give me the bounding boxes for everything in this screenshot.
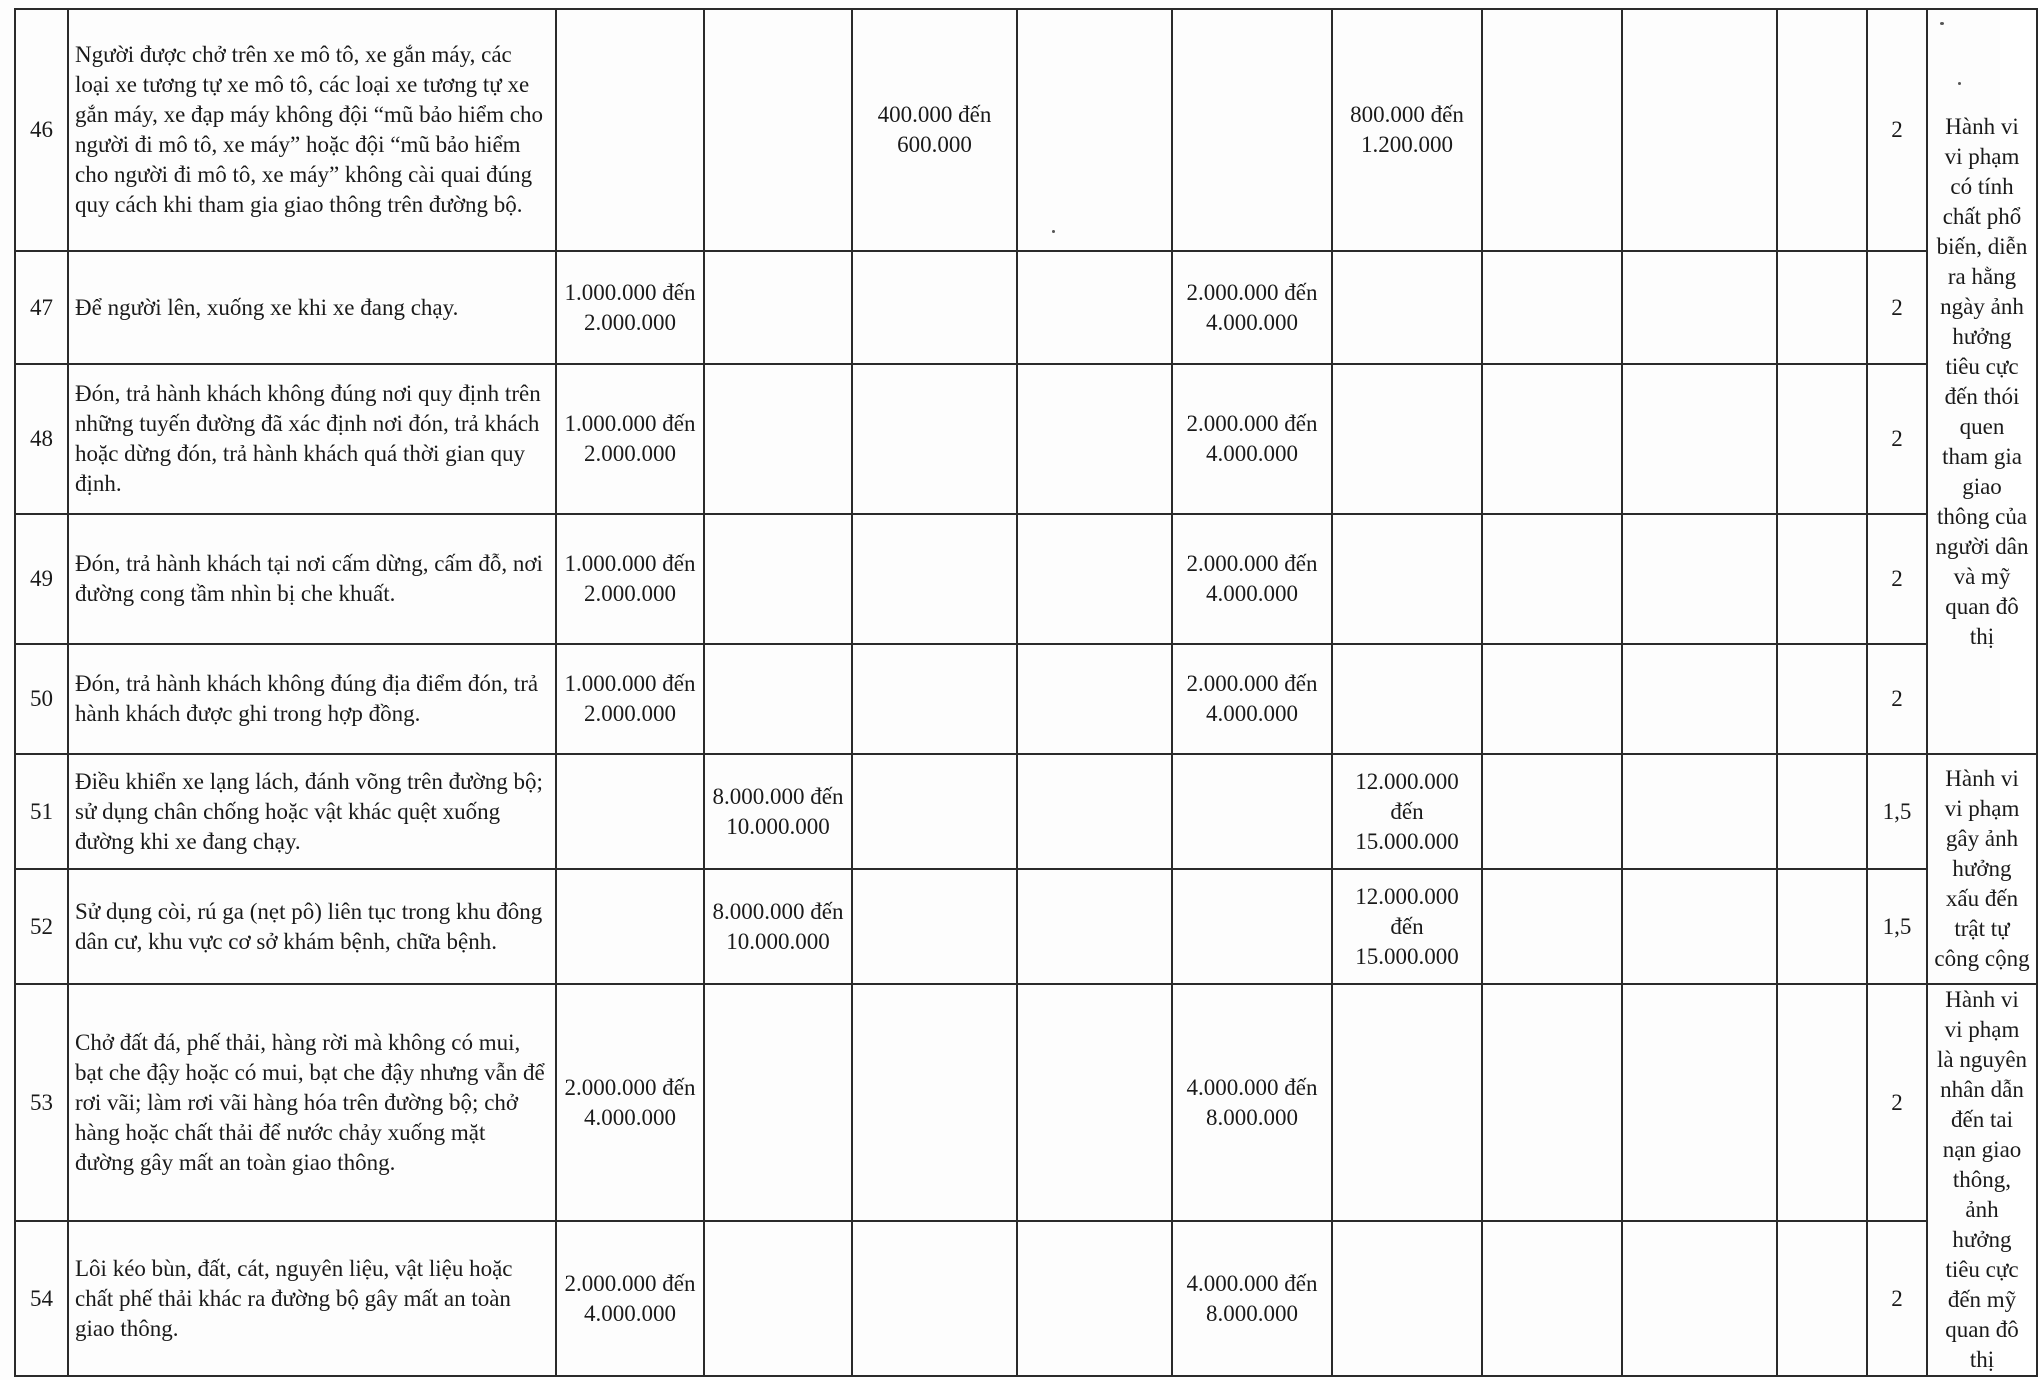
fine-amount-cell: 1.000.000 đến 2.000.000 — [556, 514, 704, 644]
fine-amount-cell — [556, 869, 704, 984]
scan-speck — [1958, 82, 1961, 85]
row-number: 49 — [15, 514, 68, 644]
violation-description: Để người lên, xuống xe khi xe đang chạy. — [68, 251, 556, 364]
fine-amount-cell — [1017, 984, 1172, 1221]
fine-amount-cell: 4.000.000 đến 8.000.000 — [1172, 984, 1332, 1221]
note-group-c: Hành vi vi phạm là nguyên nhân dẫn đến tai nạn giao thông, ảnh hưởng tiêu cực đến mỹ quan đô thị — [1927, 984, 2037, 1376]
fine-amount-cell — [1017, 644, 1172, 754]
table-row — [15, 754, 2037, 869]
fine-amount-cell — [852, 251, 1017, 364]
fine-amount-cell — [704, 251, 852, 364]
coefficient-cell: 2 — [1867, 9, 1927, 251]
fine-amount-cell — [852, 984, 1017, 1221]
coefficient-cell: 2 — [1867, 364, 1927, 514]
fine-amount-cell — [1017, 364, 1172, 514]
table-row — [15, 251, 2037, 364]
violation-description: Điều khiển xe lạng lách, đánh võng trên đường bộ; sử dụng chân chống hoặc vật khác quệt xuống đường khi xe đang chạy. — [68, 754, 556, 869]
fine-amount-cell — [852, 644, 1017, 754]
coefficient-cell: 2 — [1867, 251, 1927, 364]
fine-amount-cell — [1777, 869, 1867, 984]
row-number: 54 — [15, 1221, 68, 1376]
fine-amount-cell — [1622, 364, 1777, 514]
fine-amount-cell — [1622, 869, 1777, 984]
fine-amount-cell: 2.000.000 đến 4.000.000 — [1172, 251, 1332, 364]
fine-amount-cell — [1332, 364, 1482, 514]
violation-description: Lôi kéo bùn, đất, cát, nguyên liệu, vật liệu hoặc chất phế thải khác ra đường bộ gây mất an toàn giao thông. — [68, 1221, 556, 1376]
fine-amount-cell: 8.000.000 đến 10.000.000 — [704, 754, 852, 869]
table-row — [15, 1221, 2037, 1376]
fine-amount-cell: 400.000 đến 600.000 — [852, 9, 1017, 251]
table-row — [15, 984, 2037, 1221]
fine-amount-cell — [852, 869, 1017, 984]
fine-amount-cell: 1.000.000 đến 2.000.000 — [556, 364, 704, 514]
fine-amount-cell — [1332, 514, 1482, 644]
fine-amount-cell — [1622, 984, 1777, 1221]
fine-amount-cell — [704, 9, 852, 251]
fine-amount-cell: 2.000.000 đến 4.000.000 — [1172, 644, 1332, 754]
fine-amount-cell — [1332, 984, 1482, 1221]
fine-amount-cell — [1622, 9, 1777, 251]
fine-amount-cell — [1622, 754, 1777, 869]
fine-amount-cell: 1.000.000 đến 2.000.000 — [556, 644, 704, 754]
fine-amount-cell — [1777, 984, 1867, 1221]
scan-speck — [1940, 22, 1944, 25]
fine-amount-cell — [1172, 754, 1332, 869]
fine-amount-cell — [852, 514, 1017, 644]
coefficient-cell: 2 — [1867, 1221, 1927, 1376]
fine-amount-cell — [1482, 754, 1622, 869]
fine-amount-cell — [704, 984, 852, 1221]
fine-amount-cell: 800.000 đến 1.200.000 — [1332, 9, 1482, 251]
fine-amount-cell — [1017, 514, 1172, 644]
fine-amount-cell — [1777, 9, 1867, 251]
scan-speck — [1052, 230, 1055, 233]
fine-amount-cell — [1777, 251, 1867, 364]
fine-table — [14, 8, 2038, 1377]
fine-amount-cell — [1332, 1221, 1482, 1376]
fine-amount-cell — [1017, 754, 1172, 869]
coefficient-cell: 2 — [1867, 644, 1927, 754]
fine-amount-cell: 2.000.000 đến 4.000.000 — [1172, 514, 1332, 644]
fine-amount-cell — [1017, 9, 1172, 251]
fine-amount-cell — [1482, 9, 1622, 251]
fine-amount-cell — [1332, 251, 1482, 364]
violation-description: Đón, trả hành khách tại nơi cấm dừng, cấm đỗ, nơi đường cong tầm nhìn bị che khuất. — [68, 514, 556, 644]
fine-amount-cell: 2.000.000 đến 4.000.000 — [556, 984, 704, 1221]
fine-amount-cell: 1.000.000 đến 2.000.000 — [556, 251, 704, 364]
row-number: 50 — [15, 644, 68, 754]
fine-amount-cell — [852, 1221, 1017, 1376]
fine-amount-cell — [1622, 514, 1777, 644]
fine-amount-cell — [1482, 364, 1622, 514]
fine-amount-cell — [1622, 1221, 1777, 1376]
coefficient-cell: 1,5 — [1867, 869, 1927, 984]
table-body — [15, 9, 2037, 1376]
fine-amount-cell — [1777, 514, 1867, 644]
fine-amount-cell — [1777, 1221, 1867, 1376]
violation-description: Người được chở trên xe mô tô, xe gắn máy, các loại xe tương tự xe mô tô, các loại xe tương tự xe gắn máy, xe đạp máy không đội “mũ bảo hiểm cho người đi mô tô, xe máy” hoặc đội “mũ bảo hiểm cho người đi mô tô, xe máy” không cài quai đúng quy cách khi tham gia giao thông trên đường bộ. — [68, 9, 556, 251]
row-number: 48 — [15, 364, 68, 514]
table-row — [15, 644, 2037, 754]
violation-description: Đón, trả hành khách không đúng nơi quy định trên những tuyến đường đã xác định nơi đón, trả khách hoặc dừng đón, trả hành khách quá thời gian quy định. — [68, 364, 556, 514]
fine-amount-cell — [1172, 869, 1332, 984]
fine-amount-cell — [1622, 251, 1777, 364]
row-number: 46 — [15, 9, 68, 251]
fine-amount-cell — [1777, 754, 1867, 869]
fine-amount-cell — [704, 1221, 852, 1376]
table-row — [15, 364, 2037, 514]
fine-amount-cell — [1332, 644, 1482, 754]
fine-amount-cell — [1622, 644, 1777, 754]
fine-amount-cell: 8.000.000 đến 10.000.000 — [704, 869, 852, 984]
fine-amount-cell: 12.000.000 đến 15.000.000 — [1332, 869, 1482, 984]
fine-amount-cell — [1482, 251, 1622, 364]
fine-amount-cell — [704, 644, 852, 754]
table-row — [15, 514, 2037, 644]
fine-amount-cell: 2.000.000 đến 4.000.000 — [1172, 364, 1332, 514]
note-group-a: Hành vi vi phạm có tính chất phổ biến, diễn ra hằng ngày ảnh hưởng tiêu cực đến thói quen tham gia giao thông của người dân và mỹ quan đô thị — [1927, 9, 2037, 754]
fine-amount-cell — [1172, 9, 1332, 251]
fine-amount-cell: 4.000.000 đến 8.000.000 — [1172, 1221, 1332, 1376]
coefficient-cell: 2 — [1867, 514, 1927, 644]
coefficient-cell: 1,5 — [1867, 754, 1927, 869]
fine-amount-cell: 2.000.000 đến 4.000.000 — [556, 1221, 704, 1376]
violation-description: Sử dụng còi, rú ga (nẹt pô) liên tục trong khu đông dân cư, khu vực cơ sở khám bệnh, chữa bệnh. — [68, 869, 556, 984]
fine-amount-cell — [1482, 1221, 1622, 1376]
fine-amount-cell — [556, 9, 704, 251]
fine-amount-cell — [1017, 1221, 1172, 1376]
fine-amount-cell — [1017, 869, 1172, 984]
fine-amount-cell — [1482, 644, 1622, 754]
fine-amount-cell — [556, 754, 704, 869]
fine-amount-cell — [704, 514, 852, 644]
fine-amount-cell — [1777, 364, 1867, 514]
fine-amount-cell — [852, 754, 1017, 869]
fine-amount-cell: 12.000.000 đến 15.000.000 — [1332, 754, 1482, 869]
fine-amount-cell — [1017, 251, 1172, 364]
row-number: 47 — [15, 251, 68, 364]
violation-description: Đón, trả hành khách không đúng địa điểm đón, trả hành khách được ghi trong hợp đồng. — [68, 644, 556, 754]
fine-amount-cell — [1482, 984, 1622, 1221]
fine-amount-cell — [1482, 869, 1622, 984]
row-number: 53 — [15, 984, 68, 1221]
row-number: 51 — [15, 754, 68, 869]
table-row — [15, 9, 2037, 251]
fine-amount-cell — [1482, 514, 1622, 644]
violation-description: Chở đất đá, phế thải, hàng rời mà không có mui, bạt che đậy hoặc có mui, bạt che đậy nhưng vẫn để rơi vãi; làm rơi vãi hàng hóa trên đường bộ; chở hàng hoặc chất thải để nước chảy xuống mặt đường gây mất an toàn giao thông. — [68, 984, 556, 1221]
fine-amount-cell — [704, 364, 852, 514]
row-number: 52 — [15, 869, 68, 984]
note-group-b: Hành vi vi phạm gây ảnh hưởng xấu đến trật tự công cộng — [1927, 754, 2037, 984]
coefficient-cell: 2 — [1867, 984, 1927, 1221]
fine-amount-cell — [852, 364, 1017, 514]
table-row — [15, 869, 2037, 984]
fine-amount-cell — [1777, 644, 1867, 754]
